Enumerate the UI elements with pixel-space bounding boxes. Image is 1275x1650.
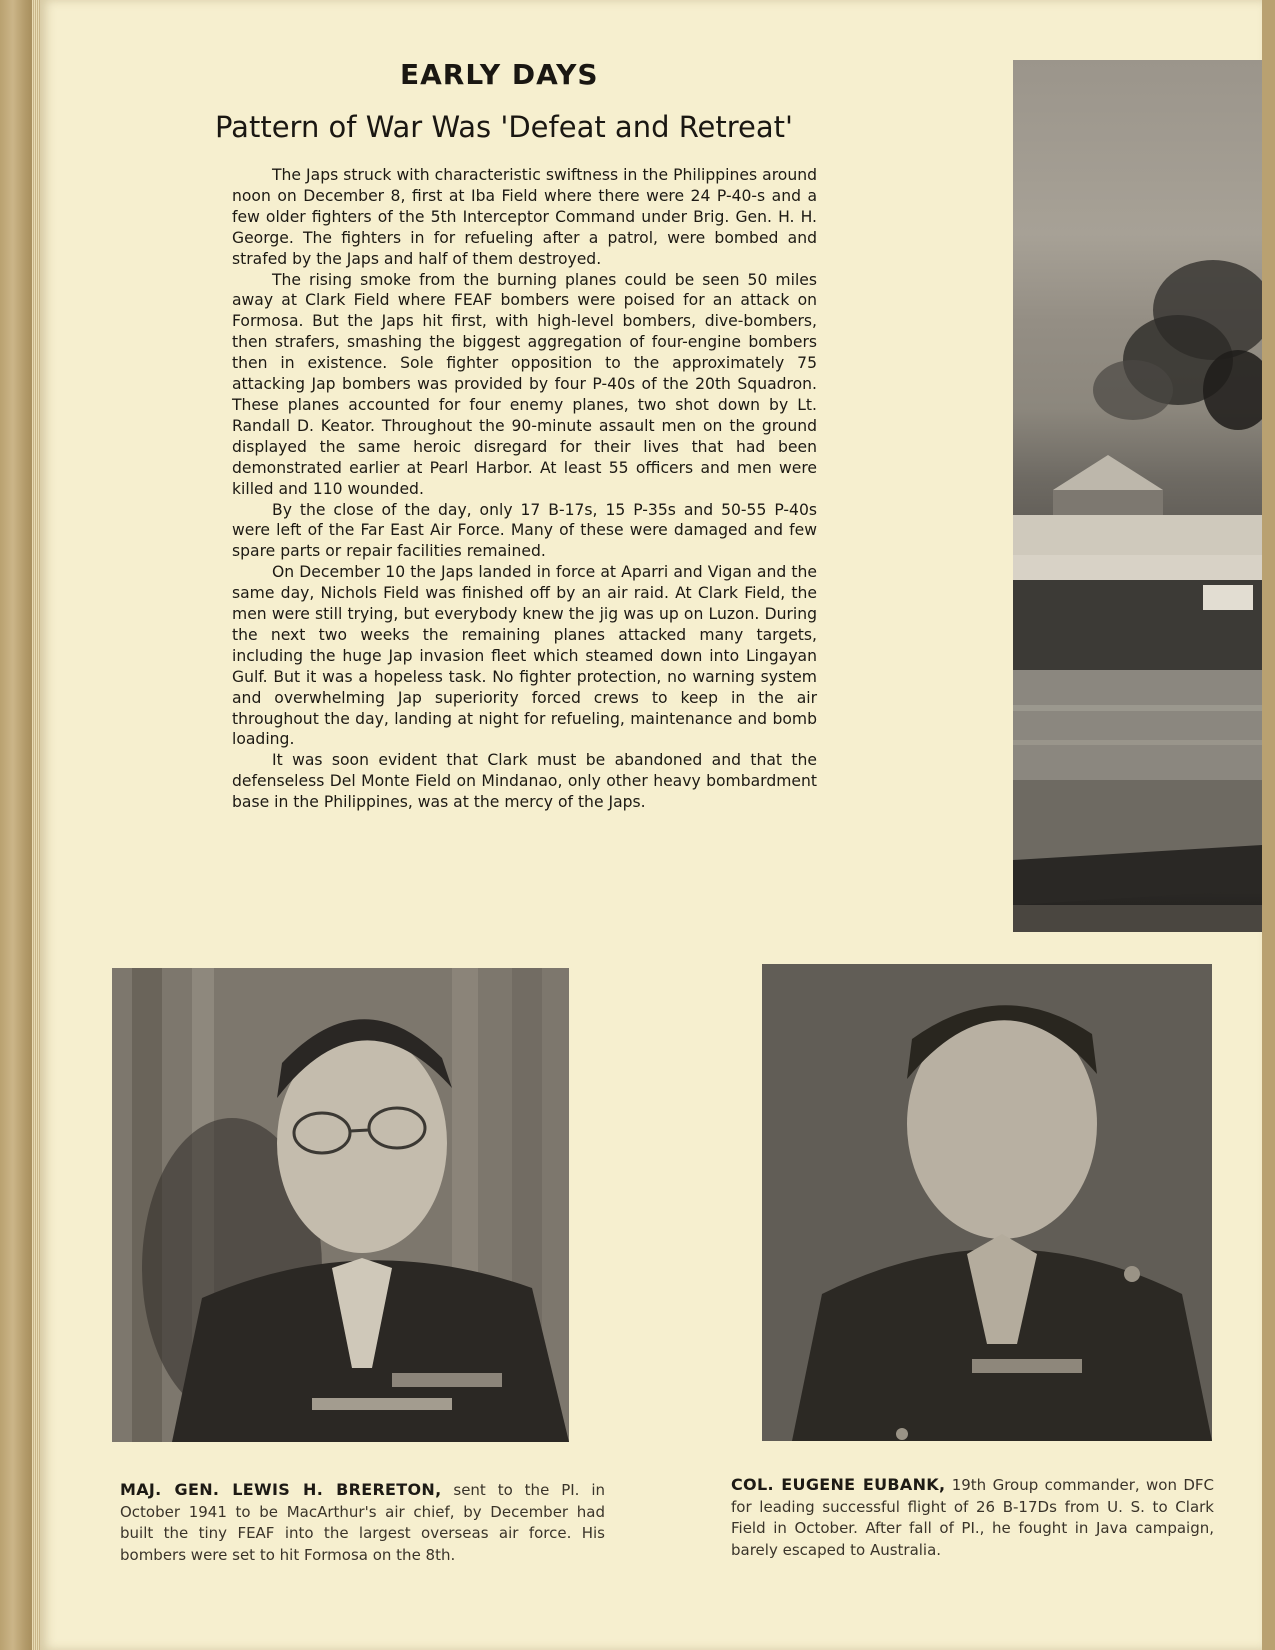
brereton-portrait-art	[112, 968, 569, 1442]
caption-name: MAJ. GEN. LEWIS H. BRERETON,	[120, 1480, 442, 1499]
paragraph: The rising smoke from the burning planes could be seen 50 miles away at Clark Field where FEAF bombers were poised for an attack on Formosa. But the Japs hit first, with high-level bombers, dive-bombers, then strafers, smashing the biggest aggregation of four-engine bombers then in existence. Sole fighter opposition to the approximately 75 attacking Jap bombers was provided by four P-40s of the 20th Squadron. These planes accounted for four enemy planes, two shot down by Lt. Randall D. Keator. Throughout the 90-minute assault men on the ground displayed the same heroic disregard for their lives that had been demonstrated earlier at Pearl Harbor. At least 55 officers and men were killed and 110 wounded.	[232, 270, 817, 498]
caption-text: sent to the PI. in October 1941 to be MacArthur's air chief, by December had built the tiny FEAF into the largest overseas air force. His bombers were set to hit Formosa on the 8th.	[120, 1481, 606, 1564]
caption-brereton	[120, 1479, 605, 1566]
airfield-photo	[1013, 60, 1262, 932]
caption-name: COL. EUGENE EUBANK,	[731, 1475, 946, 1494]
eubank-portrait-art	[762, 964, 1212, 1441]
brereton-portrait	[112, 968, 569, 1442]
paragraph: The Japs struck with characteristic swiftness in the Philippines around noon on December 8, first at Iba Field where there were 24 P-40-s and a few older fighters of the 5th Interceptor Command under Brig. Gen. H. H. George. The fighters in for refueling after a patrol, were bombed and strafed by the Japs and half of them destroyed.	[232, 166, 817, 268]
eubank-portrait	[762, 964, 1212, 1441]
article-body	[232, 165, 817, 813]
paragraph: By the close of the day, only 17 B-17s, 15 P-35s and 50-55 P-40s were left of the Far East Air Force. Many of these were damaged and few spare parts or repair facilities remained.	[232, 500, 817, 561]
book-binding	[0, 0, 32, 1650]
page-right-edge	[1262, 0, 1275, 1650]
subheadline: Pattern of War Was 'Defeat and Retreat'	[215, 110, 794, 144]
headline: EARLY DAYS	[400, 58, 599, 91]
caption-eubank	[731, 1474, 1214, 1561]
airfield-photo-art	[1013, 60, 1262, 932]
paragraph: It was soon evident that Clark must be abandoned and that the defenseless Del Monte Field on Mindanao, only other heavy bombardment base in the Philippines, was at the mercy of the Japs.	[232, 751, 817, 812]
page-edges	[32, 0, 40, 1650]
caption-text: 19th Group commander, won DFC for leading successful flight of 26 B-17Ds from U. S. to Clark Field in October. After fall of PI., he fought in Java campaign, barely escaped to Australia.	[731, 1476, 1214, 1559]
paragraph: On December 10 the Japs landed in force at Aparri and Vigan and the same day, Nichols Field was finished off by an air raid. At Clark Field, the men were still trying, but everybody knew the jig was up on Luzon. During the next two weeks the remaining planes attacked many targets, including the huge Jap invasion fleet which steamed down into Lingayan Gulf. But it was a hopeless task. No fighter protection, no warning system and overwhelming Jap superiority forced crews to keep in the air throughout the day, landing at night for refueling, maintenance and bomb loading.	[232, 563, 817, 749]
